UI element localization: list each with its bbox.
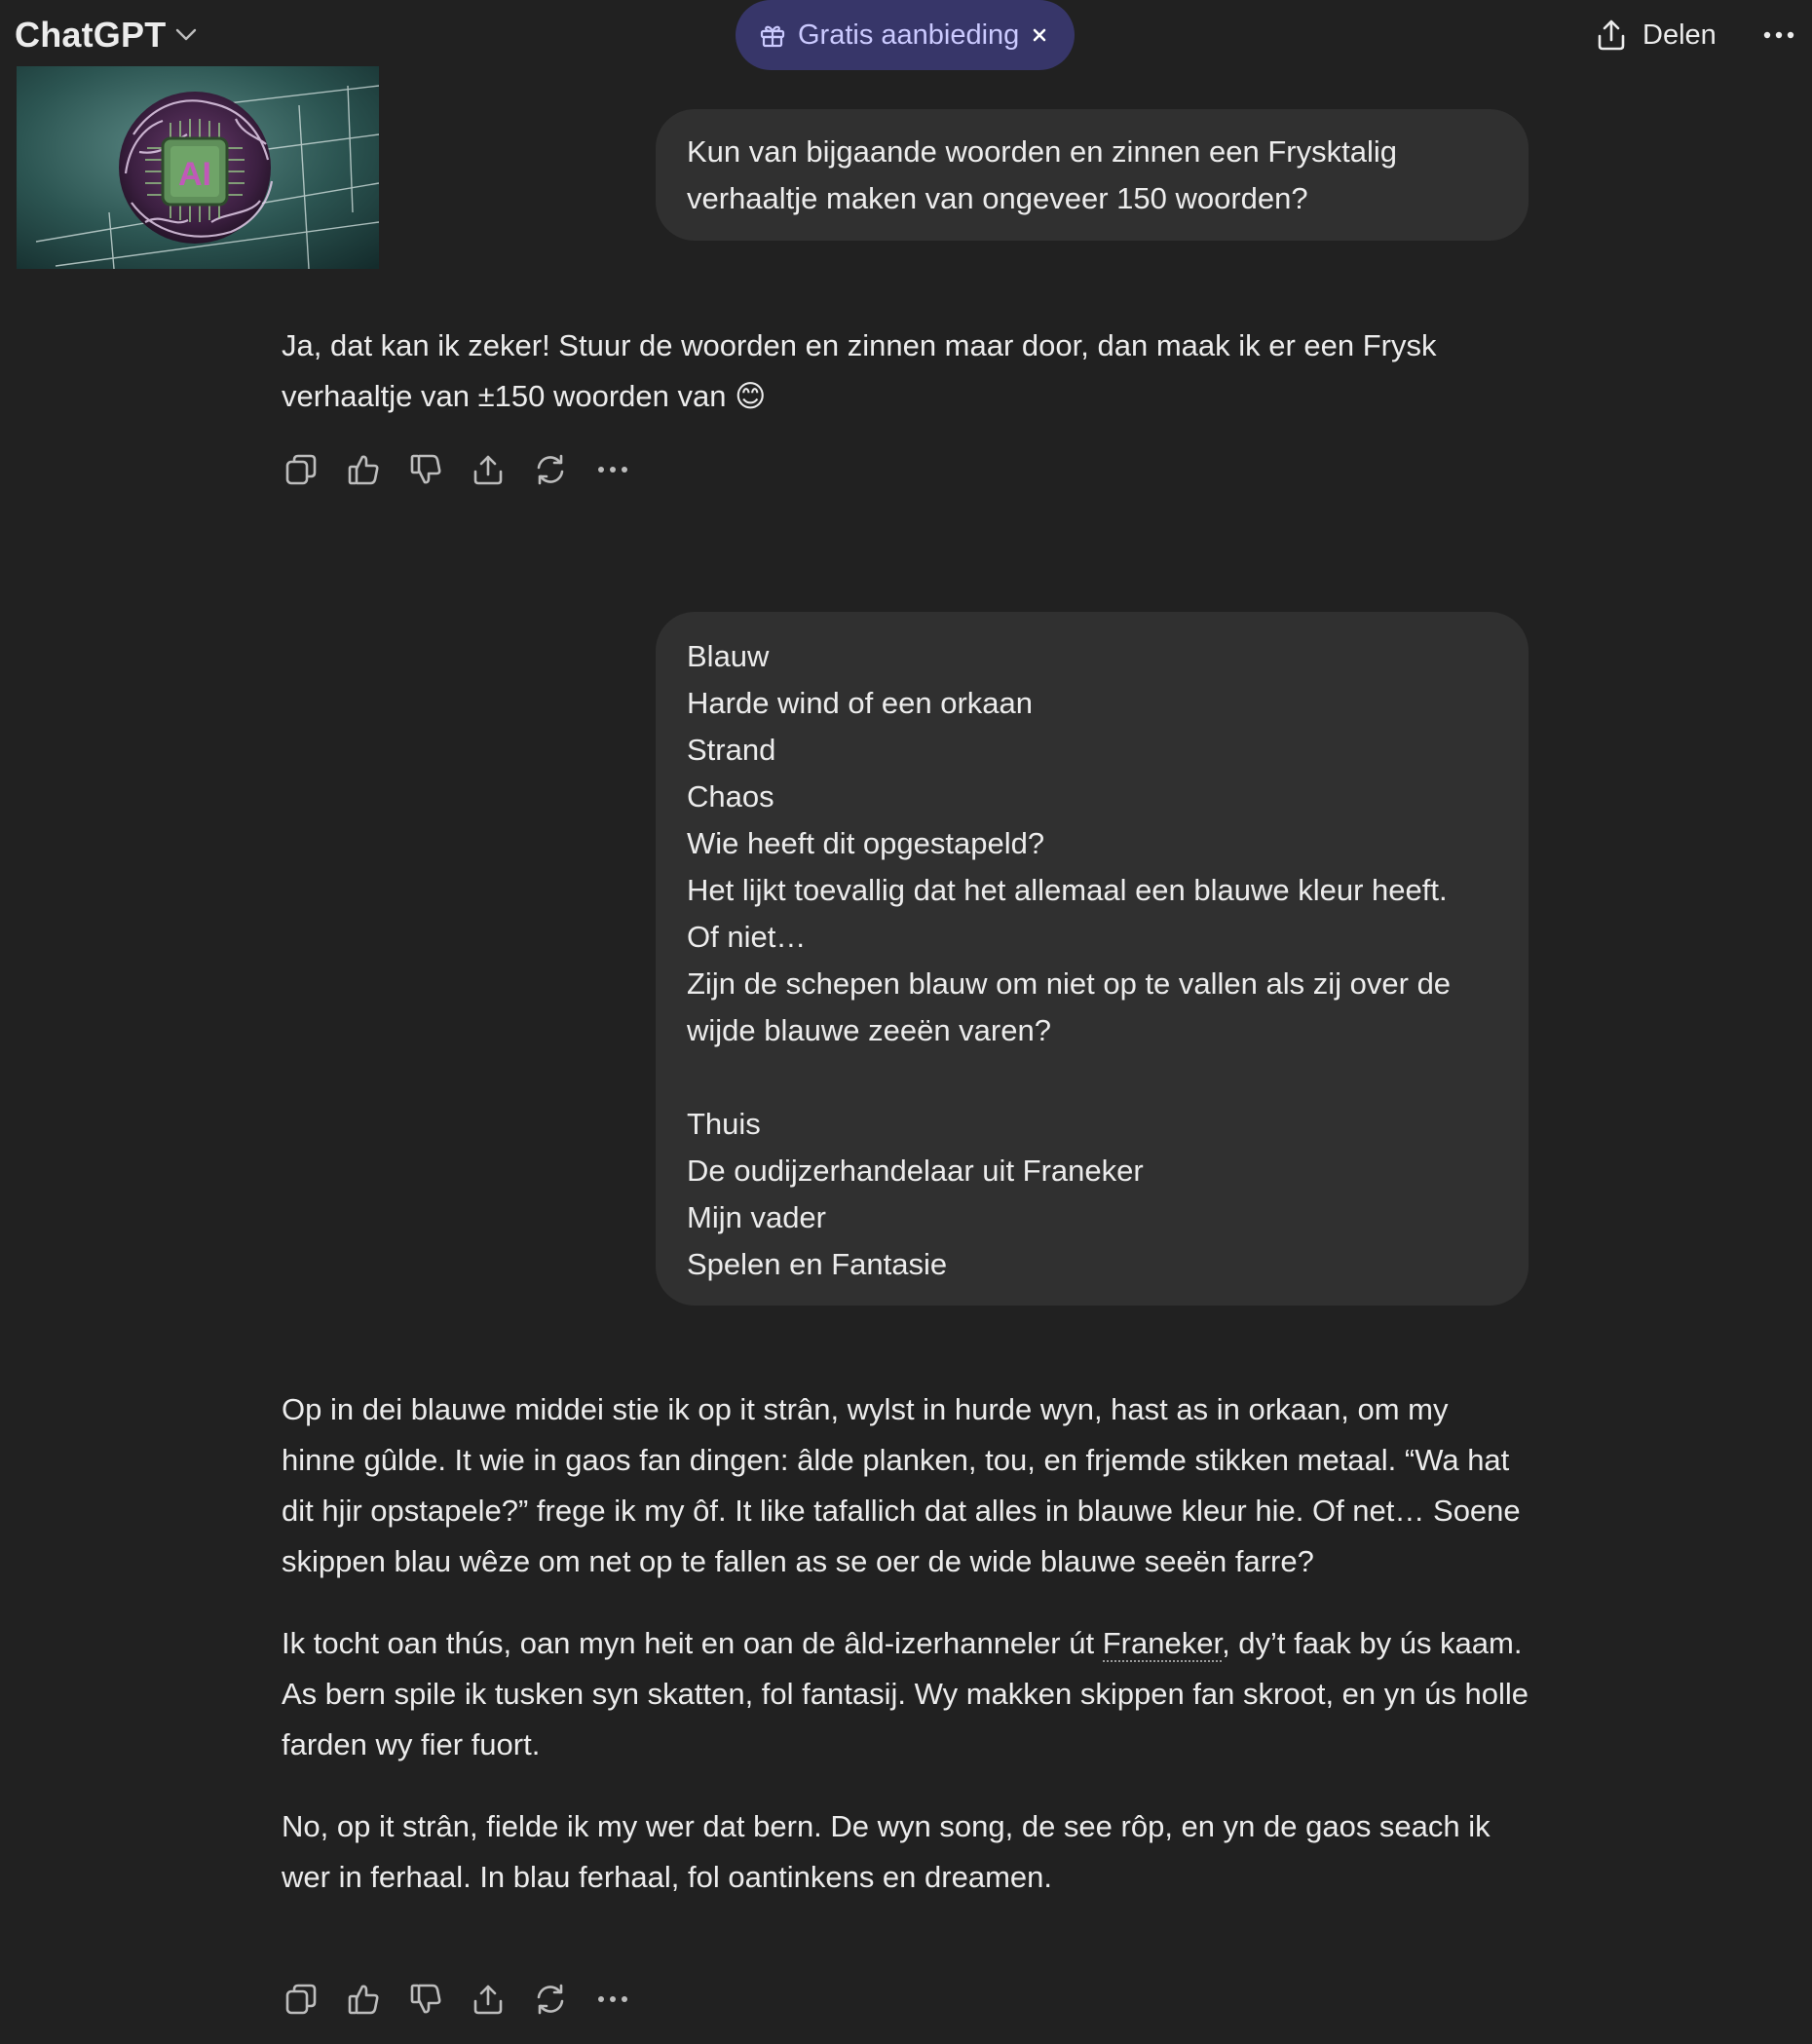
more-icon bbox=[1763, 31, 1794, 39]
thumbs-down-icon bbox=[408, 1982, 443, 2017]
thumbs-up-icon bbox=[346, 452, 381, 487]
gift-icon bbox=[759, 21, 786, 49]
regenerate-icon bbox=[533, 1982, 568, 2017]
user-message bbox=[656, 109, 1529, 241]
thumbs-up-icon bbox=[346, 1982, 381, 2017]
share-icon bbox=[471, 1982, 506, 2017]
share-button[interactable] bbox=[1596, 14, 1717, 57]
model-switcher[interactable] bbox=[15, 14, 197, 57]
more-actions-button[interactable] bbox=[591, 448, 634, 491]
message-line: Zijn de schepen blauw om niet op te vallen als zij over de wijde blauwe zeeën varen? bbox=[687, 966, 1452, 1047]
regenerate-icon bbox=[533, 452, 568, 487]
bad-response-button[interactable] bbox=[404, 448, 447, 491]
story-paragraph bbox=[282, 1618, 1529, 1770]
more-icon bbox=[597, 1995, 628, 2003]
more-actions-button[interactable] bbox=[591, 1978, 634, 2021]
user-message-text: Kun van bijgaande woorden en zinnen een Frysktalig verhaaltje maken van ongeveer 150 woorden? bbox=[687, 134, 1397, 215]
message-line: Mijn vader bbox=[687, 1200, 826, 1234]
share-icon bbox=[471, 452, 506, 487]
message-line bbox=[687, 1054, 1497, 1101]
story-text: Ik tocht oan thús, oan myn heit en oan de âld-izerhanneler út bbox=[282, 1626, 1103, 1660]
promo-label: Gratis aanbieding bbox=[798, 19, 1020, 51]
story-paragraph: Op in dei blauwe middei stie ik op it strân, wylst in hurde wyn, hast as in orkaan, om my hinne gûlde. It wie in gaos fan dingen: âlde planken, tou, en frjemde stikken metaal. “Wa hat dit hjir opstapele?” frege ik my ôf. It like tafallich dat alles in blauwe kleur hie. Of net… Soene skippen blau wêze om net op te fallen as se oer de wide blauwe seeën farre? bbox=[282, 1392, 1521, 1578]
franeker-link[interactable]: Franeker bbox=[1102, 1626, 1223, 1660]
good-response-button[interactable] bbox=[342, 1978, 385, 2021]
message-line: De oudijzerhandelaar uit Franeker bbox=[687, 1154, 1144, 1188]
message-line: Blauw bbox=[687, 639, 770, 673]
regenerate-button[interactable] bbox=[529, 1978, 572, 2021]
share-icon bbox=[1596, 19, 1627, 52]
free-offer-banner[interactable] bbox=[736, 0, 1075, 70]
story-paragraph: No, op it strân, fielde ik my wer dat bern. De wyn song, de see rôp, en yn de gaos seach ik wer in ferhaal. In blau ferhaal, fol oantinkens en dreamen. bbox=[282, 1809, 1491, 1894]
message-line: Harde wind of een orkaan bbox=[687, 686, 1034, 720]
top-bar bbox=[0, 0, 1812, 70]
close-icon[interactable] bbox=[1024, 19, 1055, 51]
message-actions bbox=[280, 448, 634, 491]
more-options-button[interactable] bbox=[1761, 21, 1796, 49]
copy-icon bbox=[283, 1982, 319, 2017]
message-line: Chaos bbox=[687, 779, 774, 814]
chip-label: AI bbox=[178, 156, 211, 193]
bad-response-button[interactable] bbox=[404, 1978, 447, 2021]
assistant-message bbox=[282, 321, 1529, 422]
message-line: Of niet… bbox=[687, 920, 807, 954]
copy-button[interactable] bbox=[280, 1978, 322, 2021]
thumbs-down-icon bbox=[408, 452, 443, 487]
message-actions bbox=[280, 1978, 634, 2021]
story-text: , dy’t faak by ús kaam. As bern spile ik tusken syn skatten, fol fantasij. Wy makken skippen fan skroot, en yn ús holle farden wy fier fuort. bbox=[282, 1626, 1529, 1761]
share-label: Delen bbox=[1642, 19, 1717, 51]
chevron-down-icon bbox=[175, 28, 197, 42]
smile-emoji: 😊 bbox=[735, 379, 767, 413]
message-line: Thuis bbox=[687, 1107, 761, 1141]
good-response-button[interactable] bbox=[342, 448, 385, 491]
share-message-button[interactable] bbox=[467, 1978, 510, 2021]
message-line: Spelen en Fantasie bbox=[687, 1247, 948, 1281]
message-line: Strand bbox=[687, 733, 776, 767]
assistant-message bbox=[282, 1384, 1529, 1934]
assistant-message-text: Ja, dat kan ik zeker! Stuur de woorden en zinnen maar door, dan maak ik er een Frysk verhaaltje van ±150 woorden van bbox=[282, 328, 1437, 413]
copy-button[interactable] bbox=[280, 448, 322, 491]
model-name: ChatGPT bbox=[15, 15, 167, 55]
more-icon bbox=[597, 466, 628, 473]
share-message-button[interactable] bbox=[467, 448, 510, 491]
message-line: Het lijkt toevallig dat het allemaal een blauwe kleur heeft. bbox=[687, 873, 1448, 907]
copy-icon bbox=[283, 452, 319, 487]
message-line: Wie heeft dit opgestapeld? bbox=[687, 826, 1045, 860]
ai-chip-thumbnail bbox=[17, 66, 379, 269]
regenerate-button[interactable] bbox=[529, 448, 572, 491]
user-message bbox=[656, 612, 1529, 1306]
